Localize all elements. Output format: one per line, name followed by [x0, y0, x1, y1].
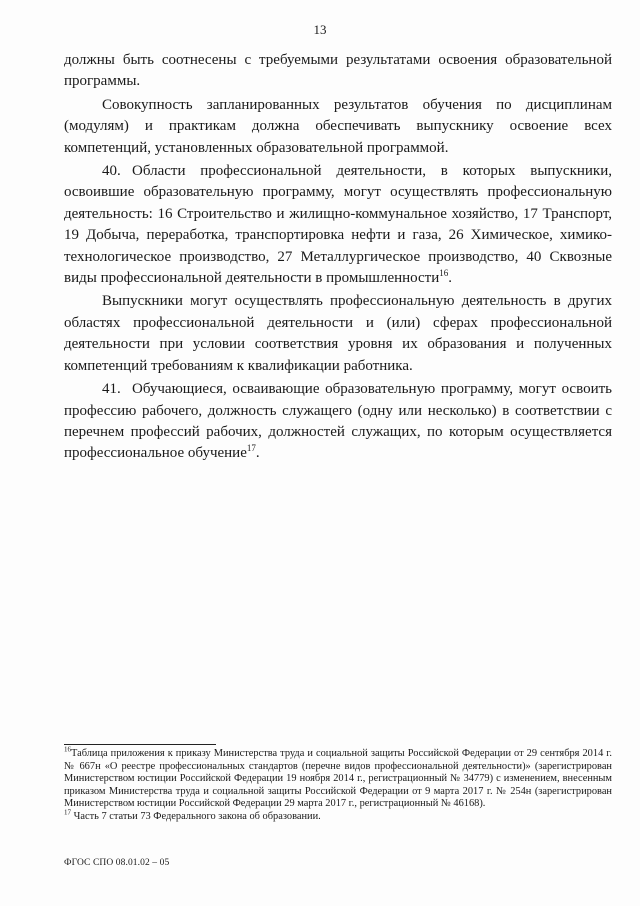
footnote-mark: 17	[64, 808, 71, 817]
footnote-ref-16[interactable]: 16	[439, 268, 449, 279]
paragraph-continuation: должны быть соотнесены с требуемыми результатами освоения образовательной программы.	[64, 52, 612, 90]
paragraph-competencies: Совокупность запланированных результатов обучения по дисциплинам (модулям) и практикам должна обеспечивать выпускнику освоение всех компетенций, установленных образовательной программой.	[64, 96, 612, 156]
paragraph-41: 41. Обучающиеся, осваивающие образовательную программу, могут освоить профессию рабочего, должность служащего (одну или несколько) в соответствии с перечнем профессий рабочих, должностей служащих, по которым осуществляется профессиональное обучение$^{17}$.	[64, 381, 612, 462]
document-body	[64, 50, 612, 465]
footnote-17: $^{17}$ Часть 7 статьи 73 Федерального закона об образовании.	[64, 808, 321, 822]
paragraph-number: 40.	[102, 163, 121, 180]
footnote-16: $^{16}$Таблица приложения к приказу Министерства труда и социальной защиты Российской Федерации от 29 сентября 2014 г. № 667н «О реестре профессиональных стандартов (перечне видов профессиональной деятельности)» (зарегистрирован Министерством юстиции Российской Федерации 19 ноября 2014 г., регистрационный № 34779) с изменением, внесенным приказом Министерства труда и социальной защиты Российской Федерации от 9 марта 2017 г. № 254н (зарегистрирован Министерством юстиции Российской Федерации 29 марта 2017 г., регистрационный № 46168).	[64, 745, 612, 810]
footnote-ref-17[interactable]: 17	[246, 443, 256, 454]
document-code: ФГОС СПО 08.01.02 – 05	[64, 858, 170, 868]
paragraph-graduates: Выпускники могут осуществлять профессиональную деятельность в других областях профессиональной деятельности и (или) сферах профессиональной деятельности при условии соответствия уровня их образования и полученных компетенций требованиям к квалификации работника.	[64, 293, 612, 374]
footnote-divider	[64, 744, 216, 745]
paragraph-number: 41.	[102, 381, 121, 398]
paragraph-40: 40. Области профессиональной деятельности, в которых выпускники, освоившие образовательную программу, могут осуществлять профессиональную деятельность: 16 Строительство и жилищно-коммунальное хозяйство, 17 Транспорт, 19 Добыча, переработка, транспортировка нефти и газа, 26 Химическое, химико-технологическое производство, 27 Металлургическое производство, 40 Сквозные виды профессиональной деятельности в промышленности$^{16}$.	[64, 163, 612, 287]
page-number: 13	[313, 22, 327, 37]
footnote-mark: 16	[64, 745, 71, 754]
footnotes	[64, 745, 612, 824]
